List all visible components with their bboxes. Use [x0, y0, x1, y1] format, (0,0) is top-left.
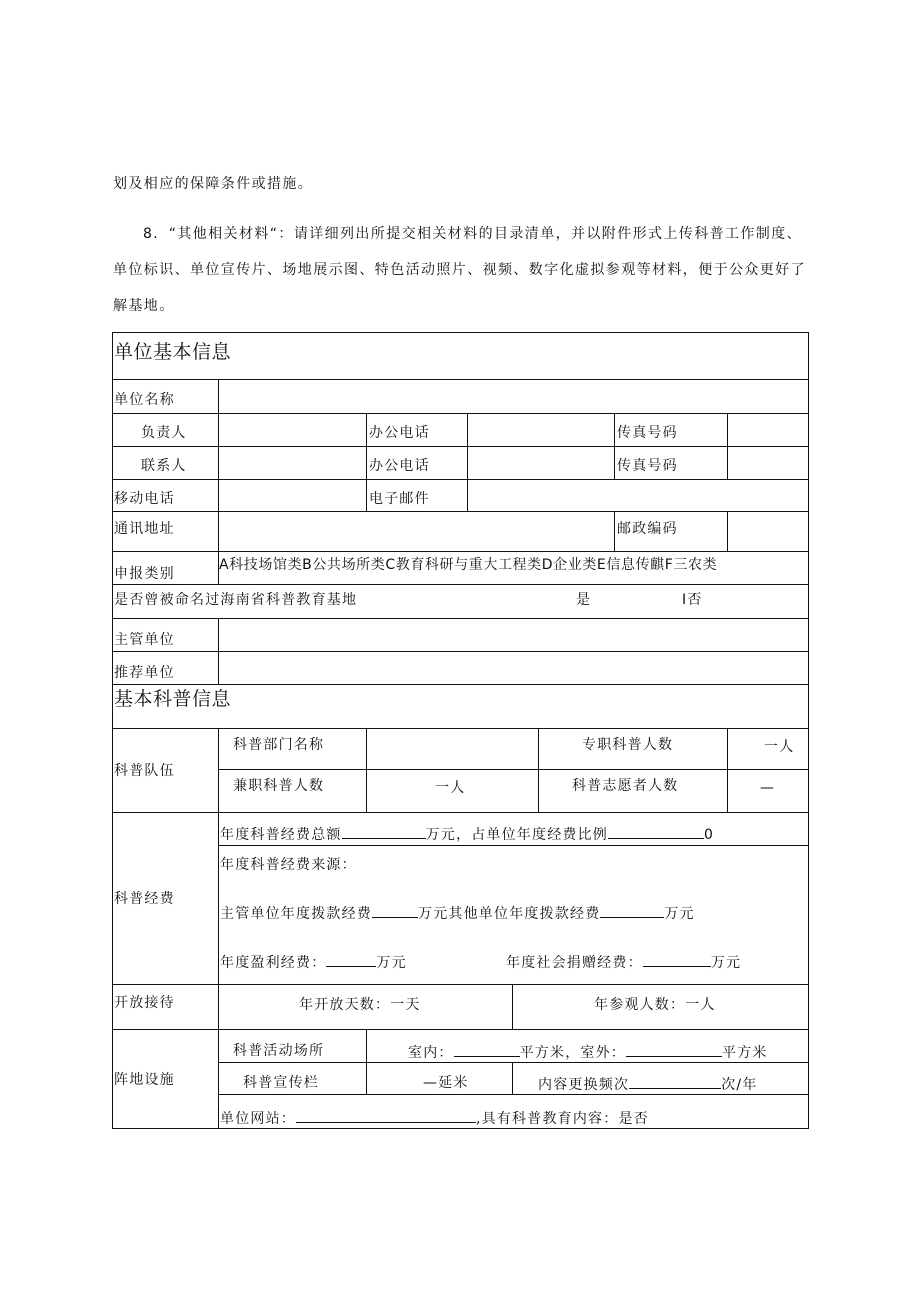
parttime-count-label: 兼职科普人数 [233, 778, 325, 794]
outdoor-area-blank[interactable] [626, 1041, 722, 1057]
leader-office-phone-label: 办公电话 [369, 425, 430, 441]
table-rule [112, 511, 809, 512]
table-rule [467, 413, 468, 512]
funds-label: 科普经费 [114, 891, 175, 907]
table-rule [112, 332, 809, 333]
table-rule [614, 413, 615, 480]
table-rule [112, 651, 809, 652]
update-freq-text-a: 内容更换频次 [538, 1077, 630, 1093]
recommender-label: 推荐单位 [114, 665, 175, 681]
visitors: 年参观人数：一人 [594, 997, 716, 1013]
funds-source-label: 年度科普经费来源： [220, 857, 357, 873]
venue-area-row [408, 1041, 768, 1063]
funds-total-text-a: 年度科普经费总额 [220, 827, 342, 843]
table-rule [614, 511, 615, 552]
category-options: A科技场馆类B公共场所类C教育科研与重大工程类D企业类E信息传麒F三农类 [219, 557, 718, 573]
leader-fax-label: 传真号码 [617, 425, 678, 441]
funds-profit-row [220, 951, 407, 973]
email-label: 电子邮件 [369, 491, 430, 507]
funds-profit-text-a: 年度盈利经费： [220, 955, 327, 971]
table-rule [112, 1029, 809, 1030]
funds-profit-blank[interactable] [326, 951, 376, 967]
funds-total-text-c: 0 [704, 827, 715, 843]
table-rule [512, 984, 513, 1030]
table-rule [112, 332, 113, 1129]
table-rule [366, 413, 367, 512]
contact-office-phone-label: 办公电话 [369, 458, 430, 474]
fulltime-count-label: 专职科普人数 [582, 737, 674, 753]
funds-alloc-blank[interactable] [372, 902, 418, 918]
table-rule [112, 479, 809, 480]
table-rule [112, 551, 809, 552]
table-rule [538, 728, 539, 813]
postcode-label: 邮政编码 [617, 521, 678, 537]
funds-total-blank[interactable] [342, 823, 426, 839]
table-rule [727, 413, 728, 480]
named-no-option: I否 [682, 592, 703, 608]
table-rule [727, 511, 728, 552]
table-rule [112, 728, 809, 729]
website-row [220, 1107, 649, 1129]
open-days: 年开放天数：一天 [299, 997, 421, 1013]
indoor-text-c: 平方米 [722, 1045, 768, 1061]
indoor-text-a: 室内： [408, 1045, 454, 1061]
volunteer-count-label: 科普志愿者人数 [572, 778, 679, 794]
section-title-sci: 基本科普信息 [114, 688, 232, 710]
table-rule [112, 984, 809, 985]
website-text-b: ,具有科普教育内容：是否 [476, 1111, 649, 1127]
table-rule [808, 332, 809, 1129]
table-rule [366, 1029, 367, 1095]
funds-other-alloc-blank[interactable] [600, 902, 664, 918]
facility-label: 阵地设施 [114, 1072, 175, 1088]
update-freq-text-b: 次/年 [721, 1077, 758, 1093]
table-rule [218, 845, 809, 846]
table-rule [218, 728, 219, 1129]
table-rule [218, 769, 809, 770]
funds-ratio-blank[interactable] [608, 823, 704, 839]
table-rule [112, 812, 809, 813]
board-label: 科普宣传栏 [243, 1075, 319, 1091]
table-rule [512, 1062, 513, 1095]
named-before-label: 是否曾被命名过海南省科普教育基地 [114, 592, 358, 608]
intro-item-8: 8．“其他相关材料“：请详细列出所提交相关材料的目录清单，并以附件形式上传科普工作制度、单位标识、单位宣传片、场地展示图、特色活动照片、视频、数字化虚拟参观等材料，便于公众更好了解基地。 [113, 226, 806, 314]
table-rule [112, 584, 809, 585]
website-text-a: 单位网站： [220, 1111, 296, 1127]
board-length: —延米 [423, 1075, 469, 1091]
parttime-count-value: 一人 [435, 780, 466, 796]
table-rule [218, 618, 219, 685]
mobile-label: 移动电话 [114, 491, 175, 507]
venue-label: 科普活动场所 [233, 1043, 325, 1059]
funds-donation-text-a: 年度社会捐赠经费： [506, 955, 643, 971]
intro-line-1: 划及相应的保障条件或措施。 [113, 176, 314, 192]
update-freq-row [538, 1073, 758, 1095]
table-rule [112, 684, 809, 685]
indoor-text-b: 平方米，室外： [519, 1045, 627, 1061]
funds-alloc-text-a: 主管单位年度拨款经费 [220, 906, 372, 922]
funds-donation-blank[interactable] [643, 951, 711, 967]
fulltime-count-value: 一人 [764, 739, 795, 755]
table-rule [112, 446, 809, 447]
unit-name-label: 单位名称 [114, 392, 175, 408]
table-rule [366, 728, 367, 813]
section-title-basic: 单位基本信息 [114, 341, 232, 363]
category-label: 申报类别 [114, 566, 175, 582]
contact-label: 联系人 [141, 458, 187, 474]
update-freq-blank[interactable] [629, 1073, 721, 1089]
website-blank[interactable] [296, 1107, 476, 1123]
funds-total-text-b: 万元，占单位年度经费比例 [425, 827, 609, 843]
team-label: 科普队伍 [114, 763, 175, 779]
funds-total-row [220, 823, 714, 845]
table-rule [112, 379, 809, 380]
leader-label: 负责人 [141, 425, 187, 441]
supervisor-label: 主管单位 [114, 632, 175, 648]
funds-donation-row [506, 951, 741, 973]
dept-name-label: 科普部门名称 [233, 737, 325, 753]
open-label: 开放接待 [114, 995, 175, 1011]
contact-fax-label: 传真号码 [617, 458, 678, 474]
indoor-area-blank[interactable] [454, 1041, 520, 1057]
table-rule [112, 618, 809, 619]
funds-alloc-row [220, 902, 695, 924]
funds-profit-text-b: 万元 [376, 955, 407, 971]
funds-donation-text-b: 万元 [710, 955, 742, 971]
funds-alloc-text-c: 万元 [664, 906, 695, 922]
volunteer-count-value: — [760, 780, 776, 796]
address-label: 通讯地址 [114, 521, 175, 537]
funds-alloc-text-b: 万元其他单位年度拨款经费 [418, 906, 601, 922]
named-yes-option: 是 [576, 592, 592, 608]
table-rule [112, 413, 809, 414]
table-rule [727, 728, 728, 813]
